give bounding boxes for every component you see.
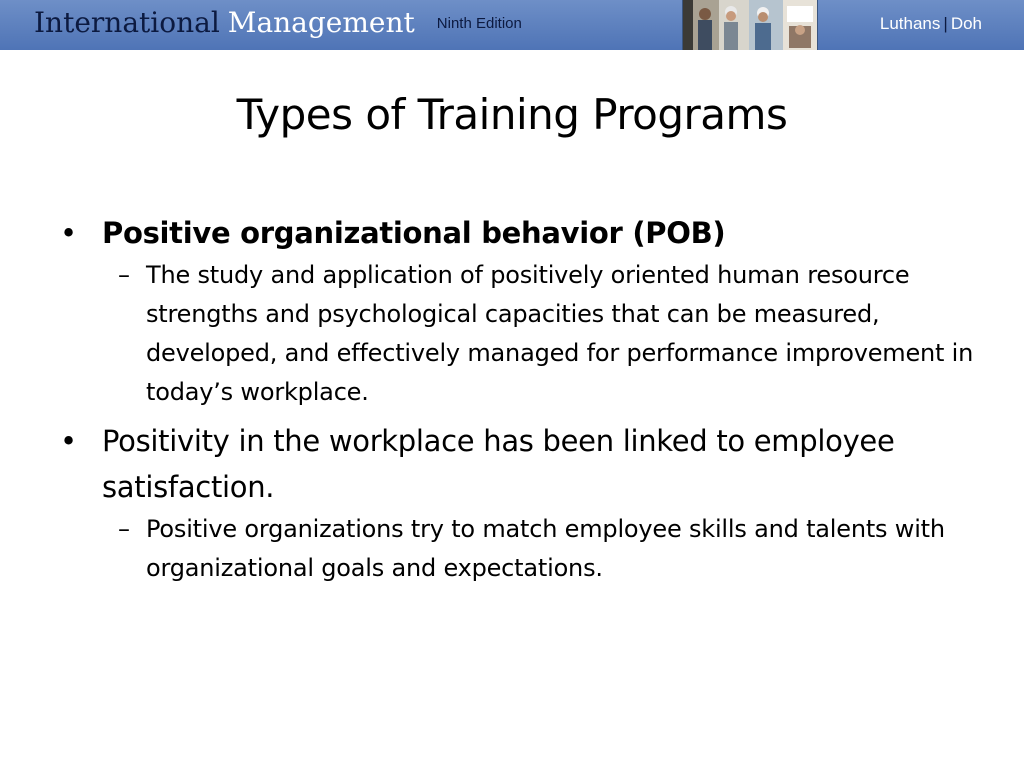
authors-label [880, 14, 982, 34]
sub-bullet-item [60, 256, 980, 412]
slide-title: Types of Training Programs [236, 90, 788, 139]
book-title-word2: Management [227, 6, 415, 39]
dash-marker: – [118, 515, 130, 543]
photo-collage-icon [683, 0, 817, 50]
bullet-text: Positivity in the workplace has been linked to employee satisfaction. [102, 424, 895, 504]
header-photo-image [682, 0, 818, 50]
sub-bullet-text: Positive organizations try to match employee skills and talents with organizational goals and expectations. [146, 515, 945, 582]
book-title-word1: International [34, 6, 220, 39]
author-name: Doh [950, 14, 982, 33]
bullet-item [60, 418, 980, 510]
book-title [34, 6, 522, 39]
sub-bullet-item [60, 510, 980, 588]
edition-label: Ninth Edition [436, 15, 522, 32]
dash-marker: – [118, 261, 130, 289]
header-bar [0, 0, 1024, 50]
bullet-text: Positive organizational behavior (POB) [102, 216, 726, 250]
bullet-marker: • [60, 216, 77, 250]
sub-bullet-text: The study and application of positively oriented human resource strengths and psychological capacities that can be measured, developed, and effectively managed for performance improvement in today’s workplace. [146, 261, 974, 406]
slide-body [60, 210, 980, 594]
bullet-marker: • [60, 424, 77, 458]
bullet-item [60, 210, 980, 256]
author-separator: | [943, 14, 948, 33]
author-name: Luthans [879, 14, 941, 33]
